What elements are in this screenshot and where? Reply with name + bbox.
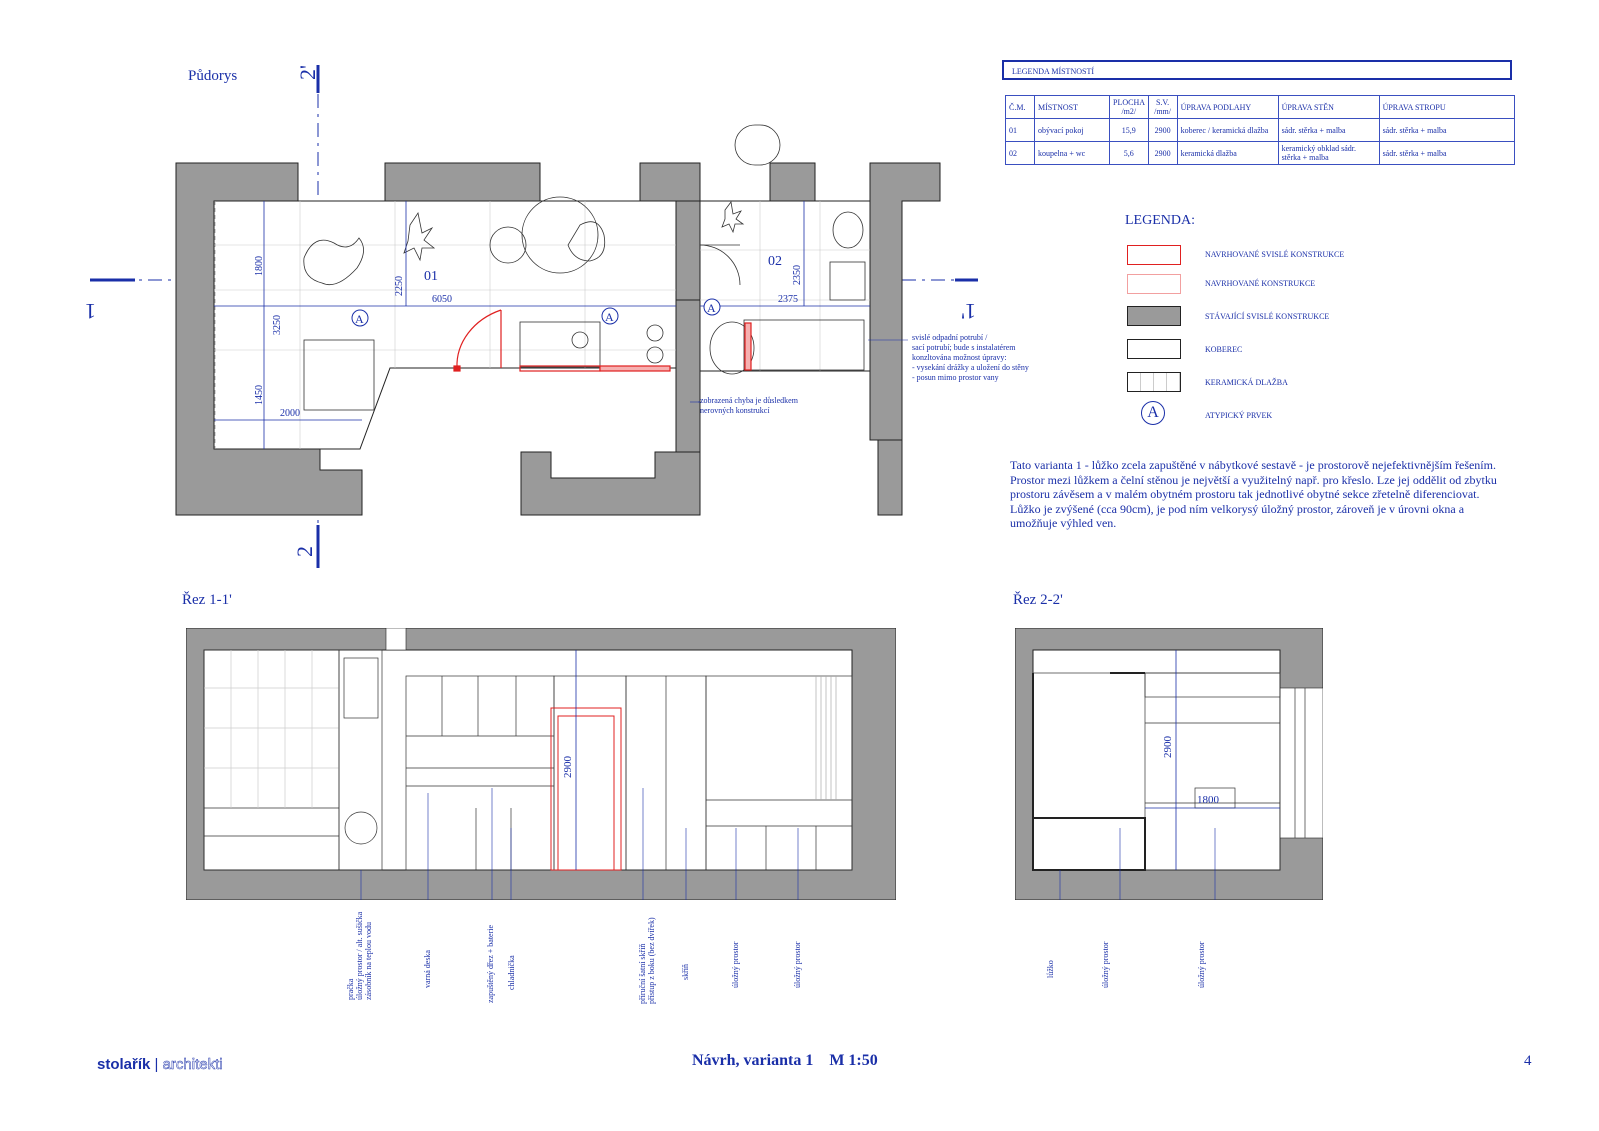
logo: stolařík | architekti: [97, 1056, 223, 1073]
dim-2350: 2350: [792, 265, 803, 285]
section-2-drawing: [1015, 628, 1323, 900]
room-legend-title: LEGENDA MÍSTNOSTÍ: [1002, 60, 1512, 80]
legend-item-carpet: KOBEREC: [1205, 345, 1243, 354]
floor-plan: [0, 0, 980, 580]
atyp-marker-2: A: [605, 310, 614, 324]
section1-label-wardrobe: skříň: [681, 964, 690, 980]
legend-item-existing: STÁVAJÍCÍ SVISLÉ KONSTRUKCE: [1205, 312, 1330, 321]
section1-label-storage-1: úložný prostor: [731, 941, 740, 988]
atyp-marker-3: A: [707, 301, 716, 315]
dim-6050: 6050: [432, 294, 452, 305]
table-row: 02 koupelna + wc 5,6 2900 keramická dlažba keramický obklad sádr. stěrka + malba sádr. stěrka + malba: [1006, 142, 1515, 165]
atyp-marker-1: A: [355, 312, 364, 326]
dim-2250: 2250: [394, 276, 405, 296]
section1-title: Řez 1-1': [182, 592, 232, 608]
section1-label-washer: pračka úložný prostor / alt. sušička zásobník na teplou vodu: [346, 911, 373, 1000]
dim-2000: 2000: [280, 408, 300, 419]
section1-label-wardrobe-small: příruční šatní skříň přístup z boku (bez dvířek): [638, 917, 656, 1004]
section-mark-bottom: 2: [292, 546, 317, 557]
legend-swatch-tiles: [1127, 372, 1181, 392]
section1-label-storage-2: úložný prostor: [793, 941, 802, 988]
room-legend-table: [1005, 95, 1515, 165]
dim-1450: 1450: [254, 385, 265, 405]
legend-swatch-atyp: A: [1141, 401, 1165, 425]
legend-item-tiles: KERAMICKÁ DLAŽBA: [1205, 378, 1288, 387]
sheet-title: Návrh, varianta 1 M 1:50: [692, 1052, 878, 1069]
legend-swatch-existing: [1127, 306, 1181, 326]
dim-2375: 2375: [778, 294, 798, 305]
section2-label-bed: lůžko: [1046, 960, 1055, 978]
legend-swatch-proposed-vertical: [1127, 245, 1181, 265]
section-mark-right: 1': [961, 299, 976, 324]
table-row: Č.M. MÍSTNOST PLOCHA /m2/ S.V. /mm/ ÚPRAVA PODLAHY ÚPRAVA STĚN ÚPRAVA STROPU: [1006, 96, 1515, 119]
section2-title: Řez 2-2': [1013, 592, 1063, 608]
room-02-label: 02: [768, 254, 782, 269]
dim-1800: 1800: [254, 256, 265, 276]
description-text: Tato varianta 1 - lůžko zcela zapuštěné v nábytkové sestavě - je prostorově nejefektivnějším řešením. Prostor mezi lůžkem a čelní stěnou je největší a využitelný např. pro křeslo. Lze jej oddělit od zbytku prostoru závěsem a v malém obytném prostoru tak jednotlivé obytné sekce zřetelně diferenciovat. Lůžko je zvýšené (cca 90cm), je pod ním velkorysý úložný prostor, zároveň je v úrovni okna a umožňuje výhled ven.: [1010, 458, 1497, 530]
note-pipe: svislé odpadní potrubí / sací potrubí; bude s instalatérem konzltována možnost úpravy: - vysekání drážky a uložení do stěny - posun mimo prostor vany: [912, 333, 1029, 382]
section2-label-storage-1: úložný prostor: [1101, 941, 1110, 988]
page-number: 4: [1524, 1053, 1532, 1069]
section1-dim-2900: 2900: [562, 756, 574, 778]
legend-swatch-proposed: [1127, 274, 1181, 294]
section1-label-hob: varná deska: [423, 950, 432, 988]
note-error: zobrazená chyba je důsledkem nerovných konstrukcí: [700, 396, 798, 415]
section2-label-storage-2: úložný prostor: [1197, 941, 1206, 988]
section-mark-left: 1: [85, 299, 96, 324]
room-01-label: 01: [424, 269, 438, 284]
dim-3250: 3250: [272, 315, 283, 335]
table-row: 01 obývací pokoj 15,9 2900 koberec / keramická dlažba sádr. stěrka + malba sádr. stěrka + malba: [1006, 119, 1515, 142]
legend-swatch-carpet: [1127, 339, 1181, 359]
section-mark-top: 2': [295, 65, 320, 80]
legend-item-proposed: NAVRHOVANÉ KONSTRUKCE: [1205, 279, 1316, 288]
section1-label-fridge: chladnička: [507, 955, 516, 990]
section2-dim-2900: 2900: [1162, 736, 1174, 758]
legend-item-proposed-vertical: NAVRHOVANÉ SVISLÉ KONSTRUKCE: [1205, 250, 1345, 259]
legend-title: LEGENDA:: [1125, 213, 1195, 228]
plan-title: Půdorys: [188, 68, 238, 84]
section2-dim-1800: 1800: [1197, 794, 1219, 806]
section1-label-sink: zapuštěný dřez + baterie: [486, 924, 495, 1003]
legend-item-atyp: ATYPICKÝ PRVEK: [1205, 411, 1273, 420]
section-1-drawing: [186, 628, 896, 900]
